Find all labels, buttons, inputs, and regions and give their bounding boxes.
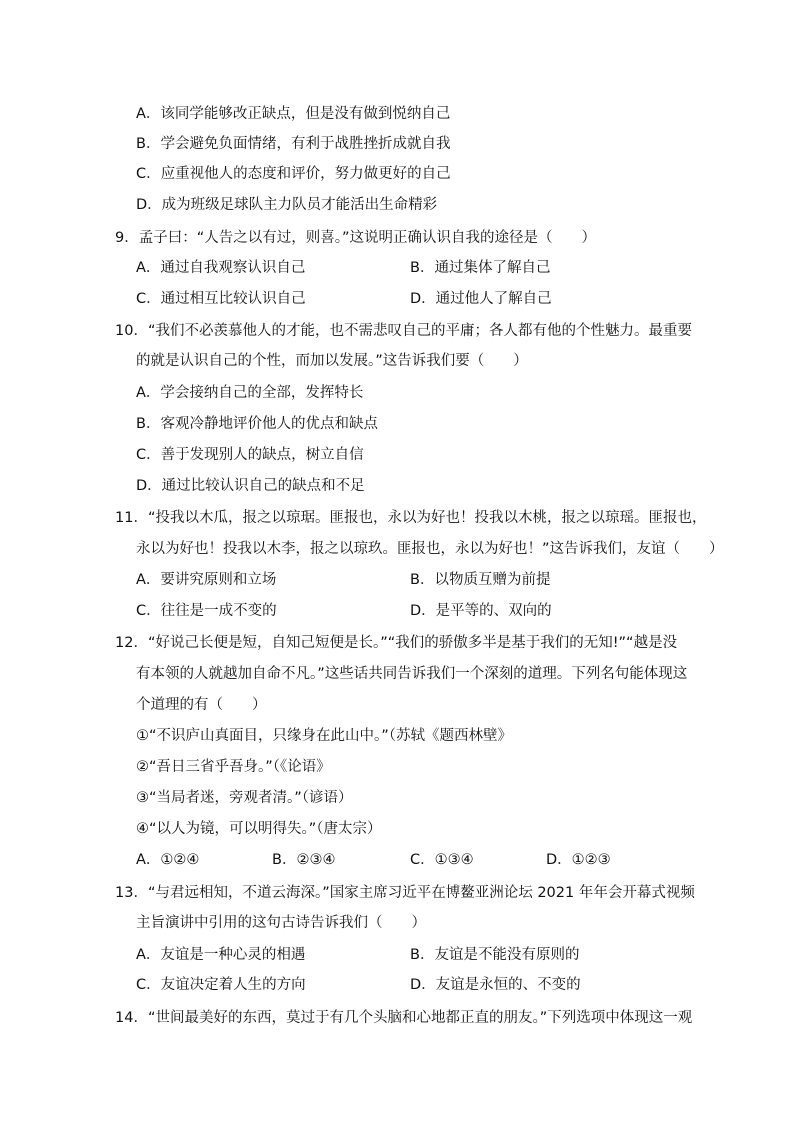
q10-option-a: A．学会接纳自己的全部，发挥特长 (136, 385, 364, 401)
q13-option-c: C．友谊决定着人生的方向 (136, 977, 306, 993)
q12-item-1: ①“不识庐山真面目，只缘身在此山中。”（苏轼《题西林壁》 (136, 728, 513, 744)
q11-option-d: D．是平等的、双向的 (410, 603, 552, 619)
q13-option-d: D．友谊是永恒的、不变的 (410, 977, 581, 993)
q8-option-b: B．学会避免负面情绪，有利于战胜挫折成就自我 (136, 136, 451, 152)
q10-option-b: B．客观冷静地评价他人的优点和缺点 (136, 416, 378, 432)
q12-stem-line1: 12．“好说己长便是短，自知己短便是长。”“我们的骄傲多半是基于我们的无知!”“越是没 (115, 635, 678, 651)
q11-option-c: C．往往是一成不变的 (136, 603, 277, 619)
q13-option-a: A．友谊是一种心灵的相遇 (136, 947, 306, 963)
q9-stem: 9．孟子曰：“人告之以有过，则喜。”这说明正确认识自我的途径是（ ） (115, 230, 596, 246)
q11-option-a: A．要讲究原则和立场 (136, 572, 277, 588)
q12-option-c: C．①③④ (410, 852, 474, 868)
q10-option-c: C．善于发现别人的缺点，树立自信 (136, 447, 364, 463)
q12-stem-line3: 个道理的有（ ） (136, 697, 267, 713)
q9-option-a: A．通过自我观察认识自己 (136, 260, 306, 276)
q11-stem-line2: 永以为好也！投我以木李，报之以琼玖。匪报也，永以为好也！”这告诉我们，友谊（ ） (136, 541, 724, 557)
q12-option-b: B．②③④ (272, 852, 336, 868)
q13-stem-line2: 主旨演讲中引用的这句古诗告诉我们（ ） (136, 915, 426, 931)
q8-option-c: C．应重视他人的态度和评价，努力做更好的自己 (136, 166, 451, 182)
q12-item-4: ④“以人为镜，可以明得失。”（唐太宗） (136, 821, 382, 837)
q12-stem-line2: 有本领的人就越加自命不凡。”这些话共同告诉我们一个深刻的道理。下列名句能体现这 (136, 666, 688, 682)
q8-option-a: A．该同学能够改正缺点，但是没有做到悦纳自己 (136, 106, 451, 122)
q12-option-d: D．①②③ (546, 852, 611, 868)
q10-stem-line2: 的就是认识自己的个性，而加以发展。”这告诉我们要（ ） (136, 353, 528, 369)
q11-stem-line1: 11．“投我以木瓜，报之以琼琚。匪报也，永以为好也！投我以木桃，报之以琼瑶。匪报也， (115, 510, 707, 526)
q10-stem-line1: 10．“我们不必羡慕他人的才能，也不需悲叹自己的平庸；各人都有他的个性魅力。最重要 (115, 323, 692, 339)
q10-option-d: D．通过比较认识自己的缺点和不足 (136, 478, 365, 494)
q12-item-2: ②“吾日三省乎吾身。”（《论语》 (136, 759, 331, 775)
q9-option-d: D．通过他人了解自己 (410, 291, 552, 307)
q14-stem-line1: 14．“世间最美好的东西，莫过于有几个头脑和心地都正直的朋友。”下列选项中体现这一观 (115, 1010, 693, 1026)
q9-option-b: B．通过集体了解自己 (410, 260, 551, 276)
q13-stem-line1: 13．“与君远相知，不道云海深。”国家主席习近平在博鳌亚洲论坛 2021 年年会开幕式视频 (115, 885, 695, 901)
q12-item-3: ③“当局者迷，旁观者清。”（谚语） (136, 790, 353, 806)
q8-option-d: D．成为班级足球队主力队员才能活出生命精彩 (136, 197, 438, 213)
q9-option-c: C．通过相互比较认识自己 (136, 291, 306, 307)
q12-option-a: A．①②④ (136, 852, 200, 868)
q13-option-b: B．友谊是不能没有原则的 (410, 947, 580, 963)
q11-option-b: B．以物质互赠为前提 (410, 572, 551, 588)
